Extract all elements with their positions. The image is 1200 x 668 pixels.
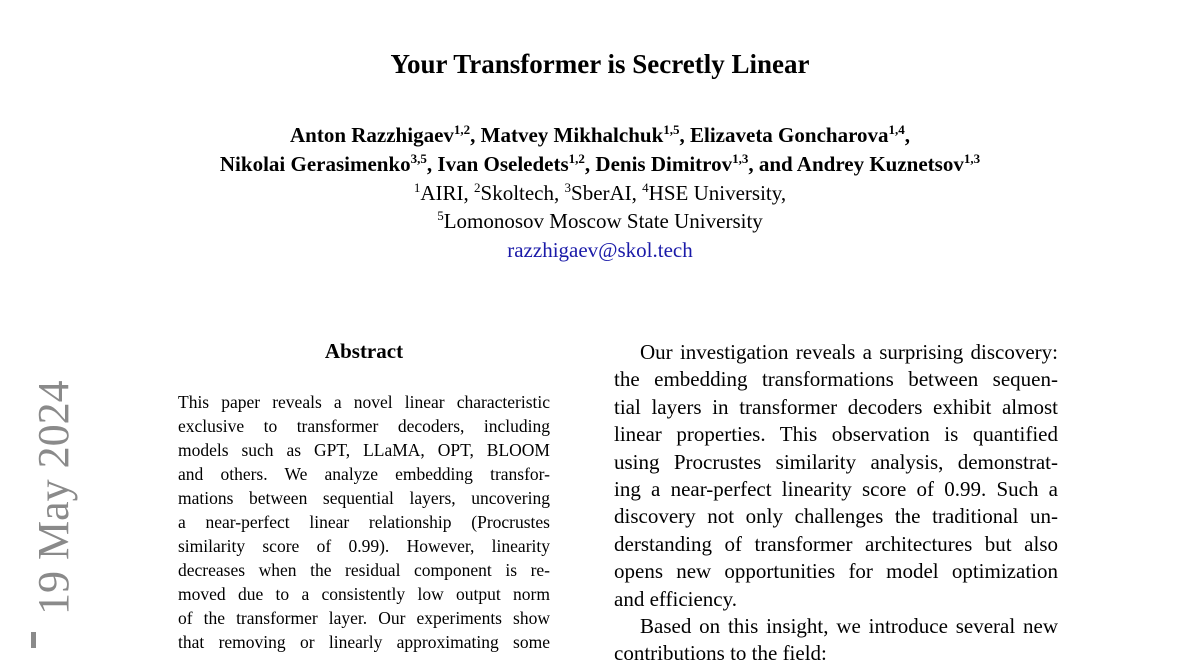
list-separator: , [631,181,643,205]
author-affiliation-marker: 1,2 [453,122,471,137]
text-line: similarity score of 0.99). However, linearity [178,536,550,556]
author-affiliation-marker: 1,3 [963,151,981,166]
text-line: This paper reveals a novel linear characteristic [178,392,550,412]
text-line: exclusive to transformer decoders, including [178,416,550,436]
intro-paragraph-2 [614,613,1058,668]
affiliation-name: AIRI [420,181,464,205]
author-affiliation-marker: 1,5 [663,122,680,137]
text-line: mations between sequential layers, uncovering [178,488,550,508]
author-name: Elizaveta Goncharova [690,123,889,147]
author-name: Denis Dimitrov [595,152,733,176]
text-line: of the transformer layer. Our experiments show [178,608,550,628]
affiliation-number: 5 [437,208,444,223]
text-line: Our investigation reveals a surprising discovery: [640,340,1058,364]
abstract-body [178,390,550,654]
text-line: models such as GPT, LLaMA, OPT, BLOOM [178,440,550,460]
list-separator: , [780,181,787,205]
affiliation-number: 4 [642,180,649,195]
text-line: the embedding transformations between sequen- [614,367,1058,392]
list-separator: , [904,123,911,147]
author-name: Matvey Mikhalchuk [480,123,664,147]
author-affiliation-marker: 1,2 [568,151,585,166]
list-separator: , [426,152,438,176]
text-line: ing a near-perfect linearity score of 0.99. Such a [614,476,1058,501]
arxiv-stamp-divider [31,632,36,648]
author-affiliation-marker: 1,3 [732,151,749,166]
author-name: Ivan Oseledets [437,152,569,176]
text-line: a near-perfect linear relationship (Procrustes [178,512,550,532]
text-line: that removing or linearly approximating some [178,632,550,652]
text-line: opens new opportunities for model optimization [614,559,1058,584]
affiliation-name: HSE University [648,181,781,205]
text-line: linear properties. This observation is quantified [614,422,1058,447]
abstract-heading: Abstract [324,339,404,363]
list-separator: , [679,123,690,147]
arxiv-side-stamp [29,380,78,648]
text-line: and efficiency. [614,586,738,611]
intro-paragraph-1 [614,339,1058,613]
affiliation-line-1 [0,179,1200,207]
introduction-text [614,339,1058,668]
author-affiliation-marker: 1,4 [888,122,905,137]
text-line: Based on this insight, we introduce several new [640,613,1058,638]
affiliation-number: 2 [474,180,481,195]
affiliation-name: Skoltech [480,181,555,205]
author-line-2 [0,150,1200,179]
affiliation-number: 3 [564,180,572,195]
affiliations [0,179,1200,235]
author-name: Nikolai Gerasimenko [219,152,411,176]
text-line: discovery not only challenges the traditional un- [614,504,1058,529]
affiliation-name: Lomonosov Moscow State University [443,209,763,233]
list-separator: , [584,152,596,176]
author-email-link[interactable]: razzhigaev@skol.tech [507,238,693,262]
text-line: and others. We analyze embedding transfor- [178,464,550,484]
text-line: derstanding of transformer architectures but also [614,531,1058,556]
author-affiliation-marker: 3,5 [410,151,427,166]
list-separator: , [470,123,481,147]
affiliation-line-2 [0,207,1200,235]
list-separator: , [554,181,565,205]
author-name: Anton Razzhigaev [289,123,454,147]
text-line: using Procrustes similarity analysis, demonstrat- [614,449,1058,474]
affiliation-number: 1 [413,180,421,195]
affiliation-name: SberAI [571,181,632,205]
text-line: moved due to a consistently low output norm [178,584,550,604]
text-line: tial layers in transformer decoders exhibit almost [614,394,1058,419]
paper-title: Your Transformer is Secretly Linear [390,49,810,79]
author-line-1 [0,121,1200,150]
author-list [0,121,1200,179]
list-separator: , and [748,152,797,176]
author-name: Andrey Kuznetsov [796,152,964,176]
list-separator: , [463,181,475,205]
text-line: decreases when the residual component is re- [178,560,550,580]
text-line: contributions to the field: [614,641,827,666]
arxiv-stamp-date: 19 May 2024 [29,380,78,615]
